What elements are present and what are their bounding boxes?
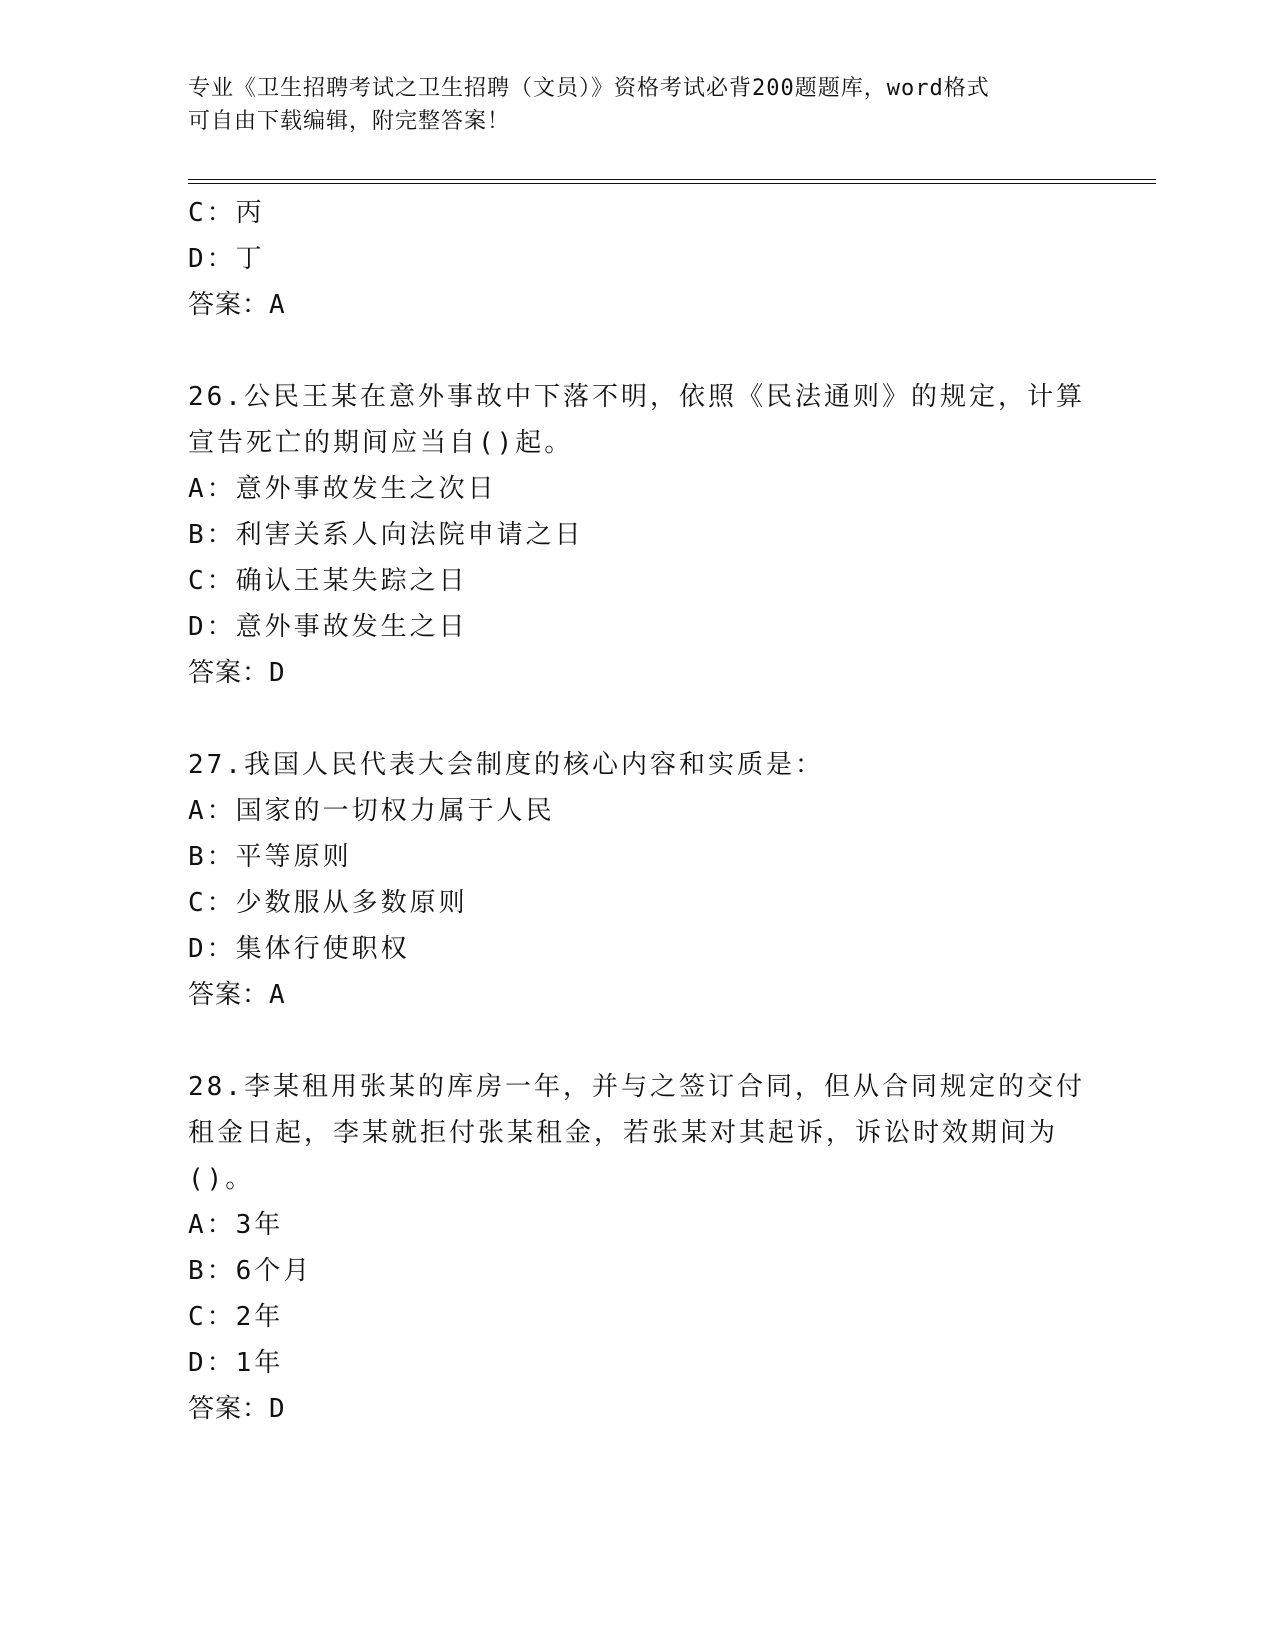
- spacer: [188, 328, 1088, 374]
- option-b: B：6个月: [188, 1256, 313, 1286]
- question-26: [188, 374, 1088, 696]
- option-c: C：少数服从多数原则: [188, 888, 468, 918]
- option-a: A：意外事故发生之次日: [188, 474, 497, 504]
- header-rule-top: [188, 179, 1156, 180]
- option-b: B：利害关系人向法院申请之日: [188, 520, 584, 550]
- option-a: A：3年: [188, 1210, 284, 1240]
- spacer: [188, 1018, 1088, 1064]
- header-rule-bottom: [188, 183, 1156, 184]
- answer-line: 答案：A: [188, 980, 286, 1010]
- answer-line: 答案：D: [188, 658, 286, 688]
- answer-line: 答案：D: [188, 1394, 286, 1424]
- question-text-line: ()。: [188, 1164, 255, 1194]
- option-b: B：平等原则: [188, 842, 352, 872]
- option-c: C：2年: [188, 1302, 284, 1332]
- question-text-line: 宣告死亡的期间应当自()起。: [188, 428, 574, 458]
- question-text-line: 27.我国人民代表大会制度的核心内容和实质是：: [188, 750, 824, 780]
- question-28: [188, 1064, 1088, 1432]
- option-a: A：国家的一切权力属于人民: [188, 796, 555, 826]
- option-d: D：1年: [188, 1348, 284, 1378]
- question-27: [188, 742, 1088, 1018]
- header-line-1: 专业《卫生招聘考试之卫生招聘（文员）》资格考试必背200题题库，word格式: [188, 76, 990, 101]
- option-d: D：集体行使职权: [188, 934, 410, 964]
- question-text-line: 租金日起，李某就拒付张某租金，若张某对其起诉，诉讼时效期间为: [188, 1118, 1059, 1148]
- option-d: D：丁: [188, 244, 265, 274]
- option-c: C：丙: [188, 198, 265, 228]
- option-d: D：意外事故发生之日: [188, 612, 468, 642]
- question-text-line: 26.公民王某在意外事故中下落不明，依照《民法通则》的规定，计算: [188, 382, 1085, 412]
- spacer: [188, 696, 1088, 742]
- header-line-2: 可自由下载编辑，附完整答案！: [188, 109, 511, 134]
- page-header: [188, 72, 1068, 138]
- question-list: [188, 190, 1088, 1432]
- answer-line: 答案：A: [188, 290, 286, 320]
- question-text-line: 28.李某租用张某的库房一年，并与之签订合同，但从合同规定的交付: [188, 1072, 1085, 1102]
- question-25-continuation: [188, 190, 1088, 328]
- option-c: C：确认王某失踪之日: [188, 566, 468, 596]
